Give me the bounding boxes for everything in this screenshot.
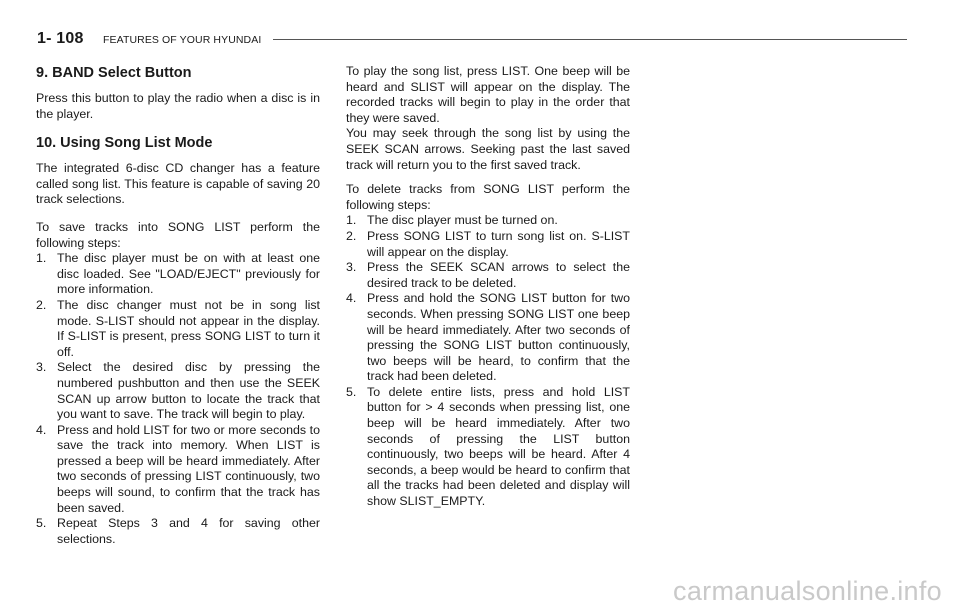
paragraph-delete-intro: To delete tracks from SONG LIST perform the following steps:	[346, 182, 630, 212]
watermark: carmanualsonline.info	[673, 576, 942, 606]
paragraph-save-intro: To save tracks into SONG LIST perform the following steps:	[36, 219, 320, 250]
header-rule	[273, 39, 907, 40]
list-item: 1. The disc player must be on with at least one disc loaded. See "LOAD/EJECT" previously for more information.	[36, 251, 320, 297]
delete-steps-list	[346, 213, 630, 509]
list-item: 2. Press SONG LIST to turn song list on. S-LIST will appear on the display.	[346, 228, 630, 259]
page-number: 1- 108	[37, 30, 84, 47]
section-title: FEATURES OF YOUR HYUNDAI	[103, 34, 262, 46]
left-column	[36, 64, 320, 547]
page-header	[37, 30, 907, 52]
list-item: 2. The disc changer must not be in song list mode. S-LIST should not appear in the display. If S-LIST is present, press SONG LIST to turn it off.	[36, 297, 320, 359]
paragraph-play-song-list: To play the song list, press LIST. One beep will be heard and SLIST will appear on the display. The recorded tracks will begin to play in the order that they were saved.	[346, 64, 630, 125]
list-item: 3. Press the SEEK SCAN arrows to select the desired track to be deleted.	[346, 260, 630, 290]
list-item: 3. Select the desired disc by pressing the numbered pushbutton and then use the SEEK SCAN up arrow button to locate the track that you want to save. The track will begin to play.	[36, 360, 320, 422]
list-item: 1. The disc player must be turned on.	[346, 213, 558, 228]
list-item: 5. To delete entire lists, press and hold LIST button for > 4 seconds when pressing list, one beep will be heard immediately. After two seconds of pressing the LIST button continuously, two beeps will be heard. After 4 seconds, a beep would be heard to confirm that all the tracks had been deleted and display will show SLIST_EMPTY.	[346, 384, 630, 509]
paragraph-seek-song-list: You may seek through the song list by using the SEEK SCAN arrows. Seeking past the last saved track will return you to the first saved track.	[346, 126, 630, 172]
heading-song-list-mode: 10. Using Song List Mode	[36, 135, 213, 152]
list-item: 4. Press and hold the SONG LIST button for two seconds. When pressing SONG LIST one beep will be heard immediately. After two seconds of pressing the SONG LIST button continuously, two beeps will be heard, to confirm that the track had been deleted.	[346, 291, 630, 384]
save-steps-list	[36, 251, 320, 547]
heading-band-select: 9. BAND Select Button	[36, 65, 192, 81]
list-item: 5. Repeat Steps 3 and 4 for saving other selections.	[36, 516, 320, 546]
paragraph-band-select: Press this button to play the radio when a disc is in the player.	[36, 91, 320, 121]
right-column	[346, 64, 630, 510]
paragraph-song-list-intro: The integrated 6-disc CD changer has a feature called song list. This feature is capable of saving 20 track selections.	[36, 161, 320, 207]
list-item: 4. Press and hold LIST for two or more seconds to save the track into memory. When LIST is pressed a beep will be heard immediately. After two seconds of pressing LIST continuously, two beeps will sound, to confirm that the track has been saved.	[36, 422, 320, 515]
